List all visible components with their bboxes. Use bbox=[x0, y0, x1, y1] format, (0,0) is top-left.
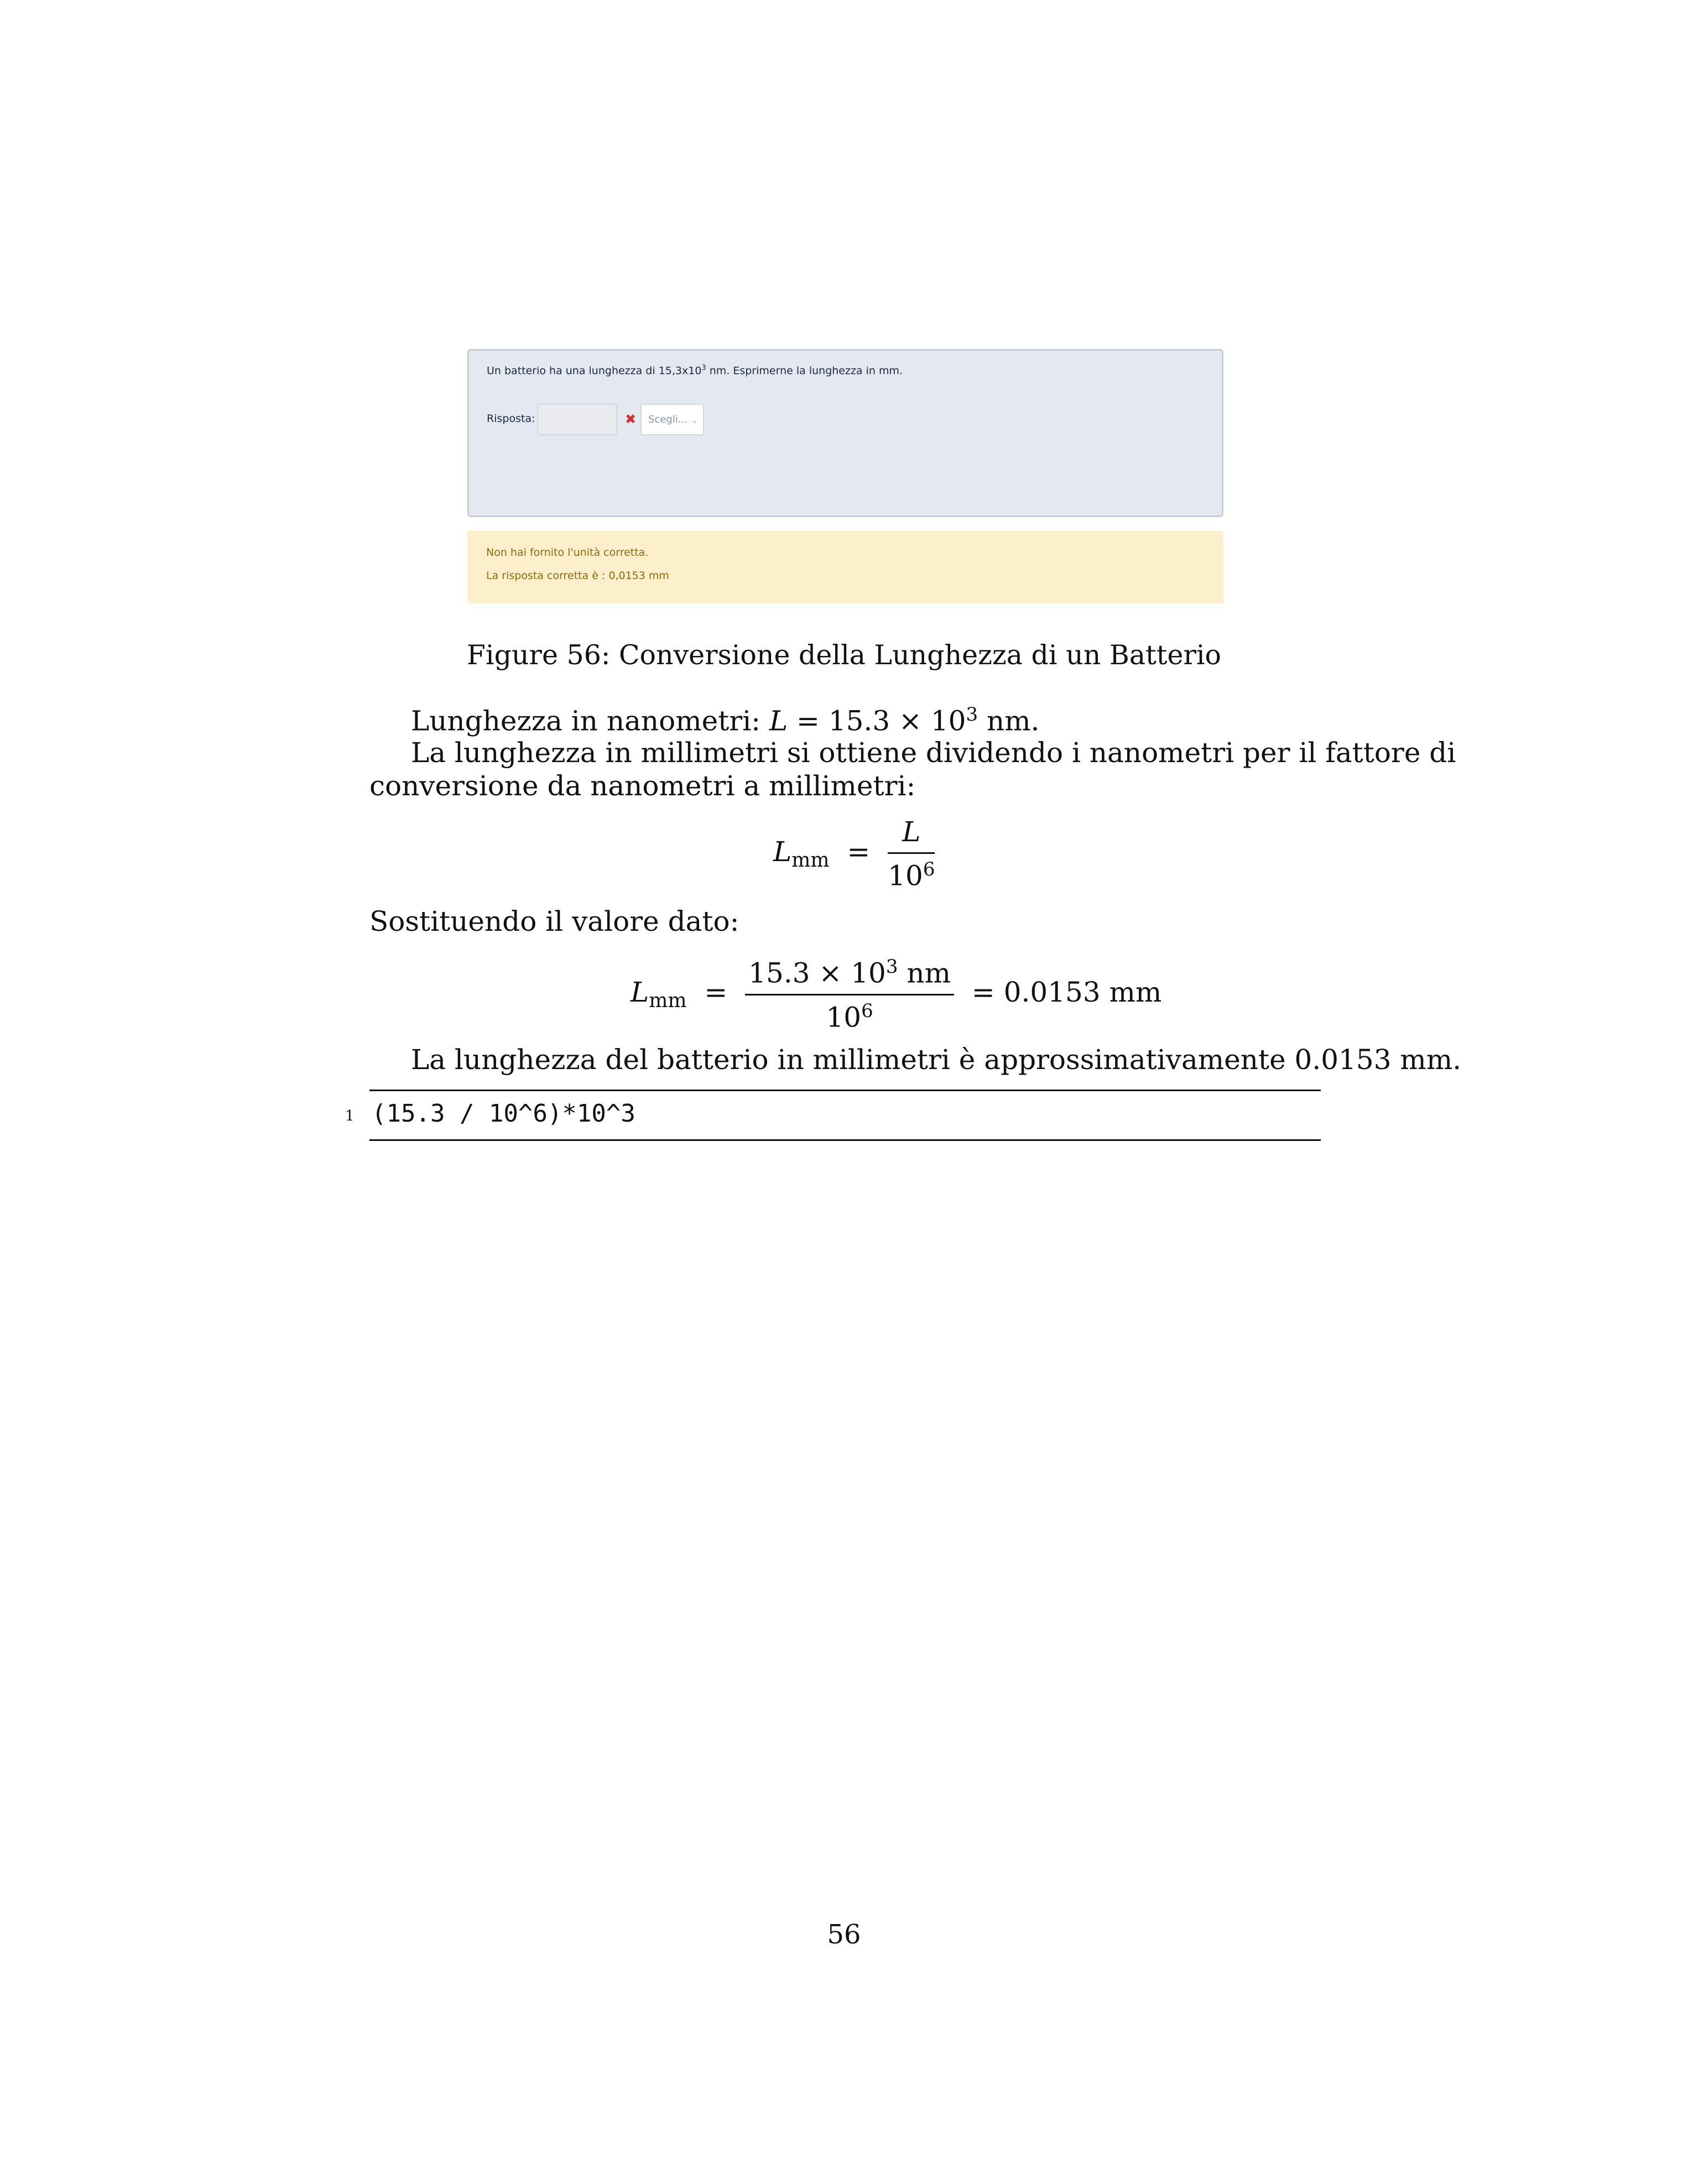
wrong-answer-icon: ✖ bbox=[624, 411, 637, 427]
paragraph-conversion-line1: La lunghezza in millimetri si ottiene dividendo i nanometri per il fattore di bbox=[411, 737, 1456, 769]
quiz-question-text: Un batterio ha una lunghezza di $15,3x10^3$ nm. Esprimerne la lunghezza in mm. bbox=[487, 364, 903, 377]
paragraph-conclusion: La lunghezza del batterio in millimetri è approssimativamente 0.0153 mm. bbox=[411, 1044, 1462, 1076]
paragraph-conversion-line2: conversione da nanometri a millimetri: bbox=[369, 770, 916, 802]
equation-conversion-formula: $L_{mm}$ = $\frac{L}{10^6}$ bbox=[773, 816, 935, 892]
feedback-correct-answer: La risposta corretta è : 0,0153 mm bbox=[486, 570, 669, 582]
code-line-number: 1 bbox=[345, 1108, 355, 1124]
answer-label: Risposta: bbox=[487, 413, 535, 425]
answer-input[interactable] bbox=[537, 404, 617, 435]
figure-caption: Figure 56: Conversione della Lunghezza di un Batterio bbox=[466, 639, 1222, 671]
page-number: 56 bbox=[827, 1919, 861, 1950]
quiz-question-panel bbox=[467, 349, 1223, 517]
paragraph-length-nm: Lunghezza in nanometri: $L = 15.3 \times 10^3$ nm. bbox=[411, 703, 1040, 737]
paragraph-substituting: Sostituendo il valore dato: bbox=[369, 905, 739, 937]
feedback-panel bbox=[467, 531, 1223, 603]
unit-select[interactable] bbox=[640, 404, 704, 435]
code-bottom-rule bbox=[369, 1139, 1321, 1141]
chevron-down-icon: ⌄ bbox=[692, 416, 698, 424]
code-top-rule bbox=[369, 1090, 1321, 1091]
code-line: (15.3 / 10^6)*10^3 bbox=[372, 1099, 635, 1128]
feedback-missing-unit: Non hai fornito l'unità corretta. bbox=[486, 546, 649, 559]
equation-substitution: $L_{mm}$ = $\frac{15.3 \times 10^3 nm}{10^6}$ = 0.0153 mm bbox=[631, 956, 1162, 1034]
unit-select-placeholder: Scegli... bbox=[648, 414, 687, 425]
